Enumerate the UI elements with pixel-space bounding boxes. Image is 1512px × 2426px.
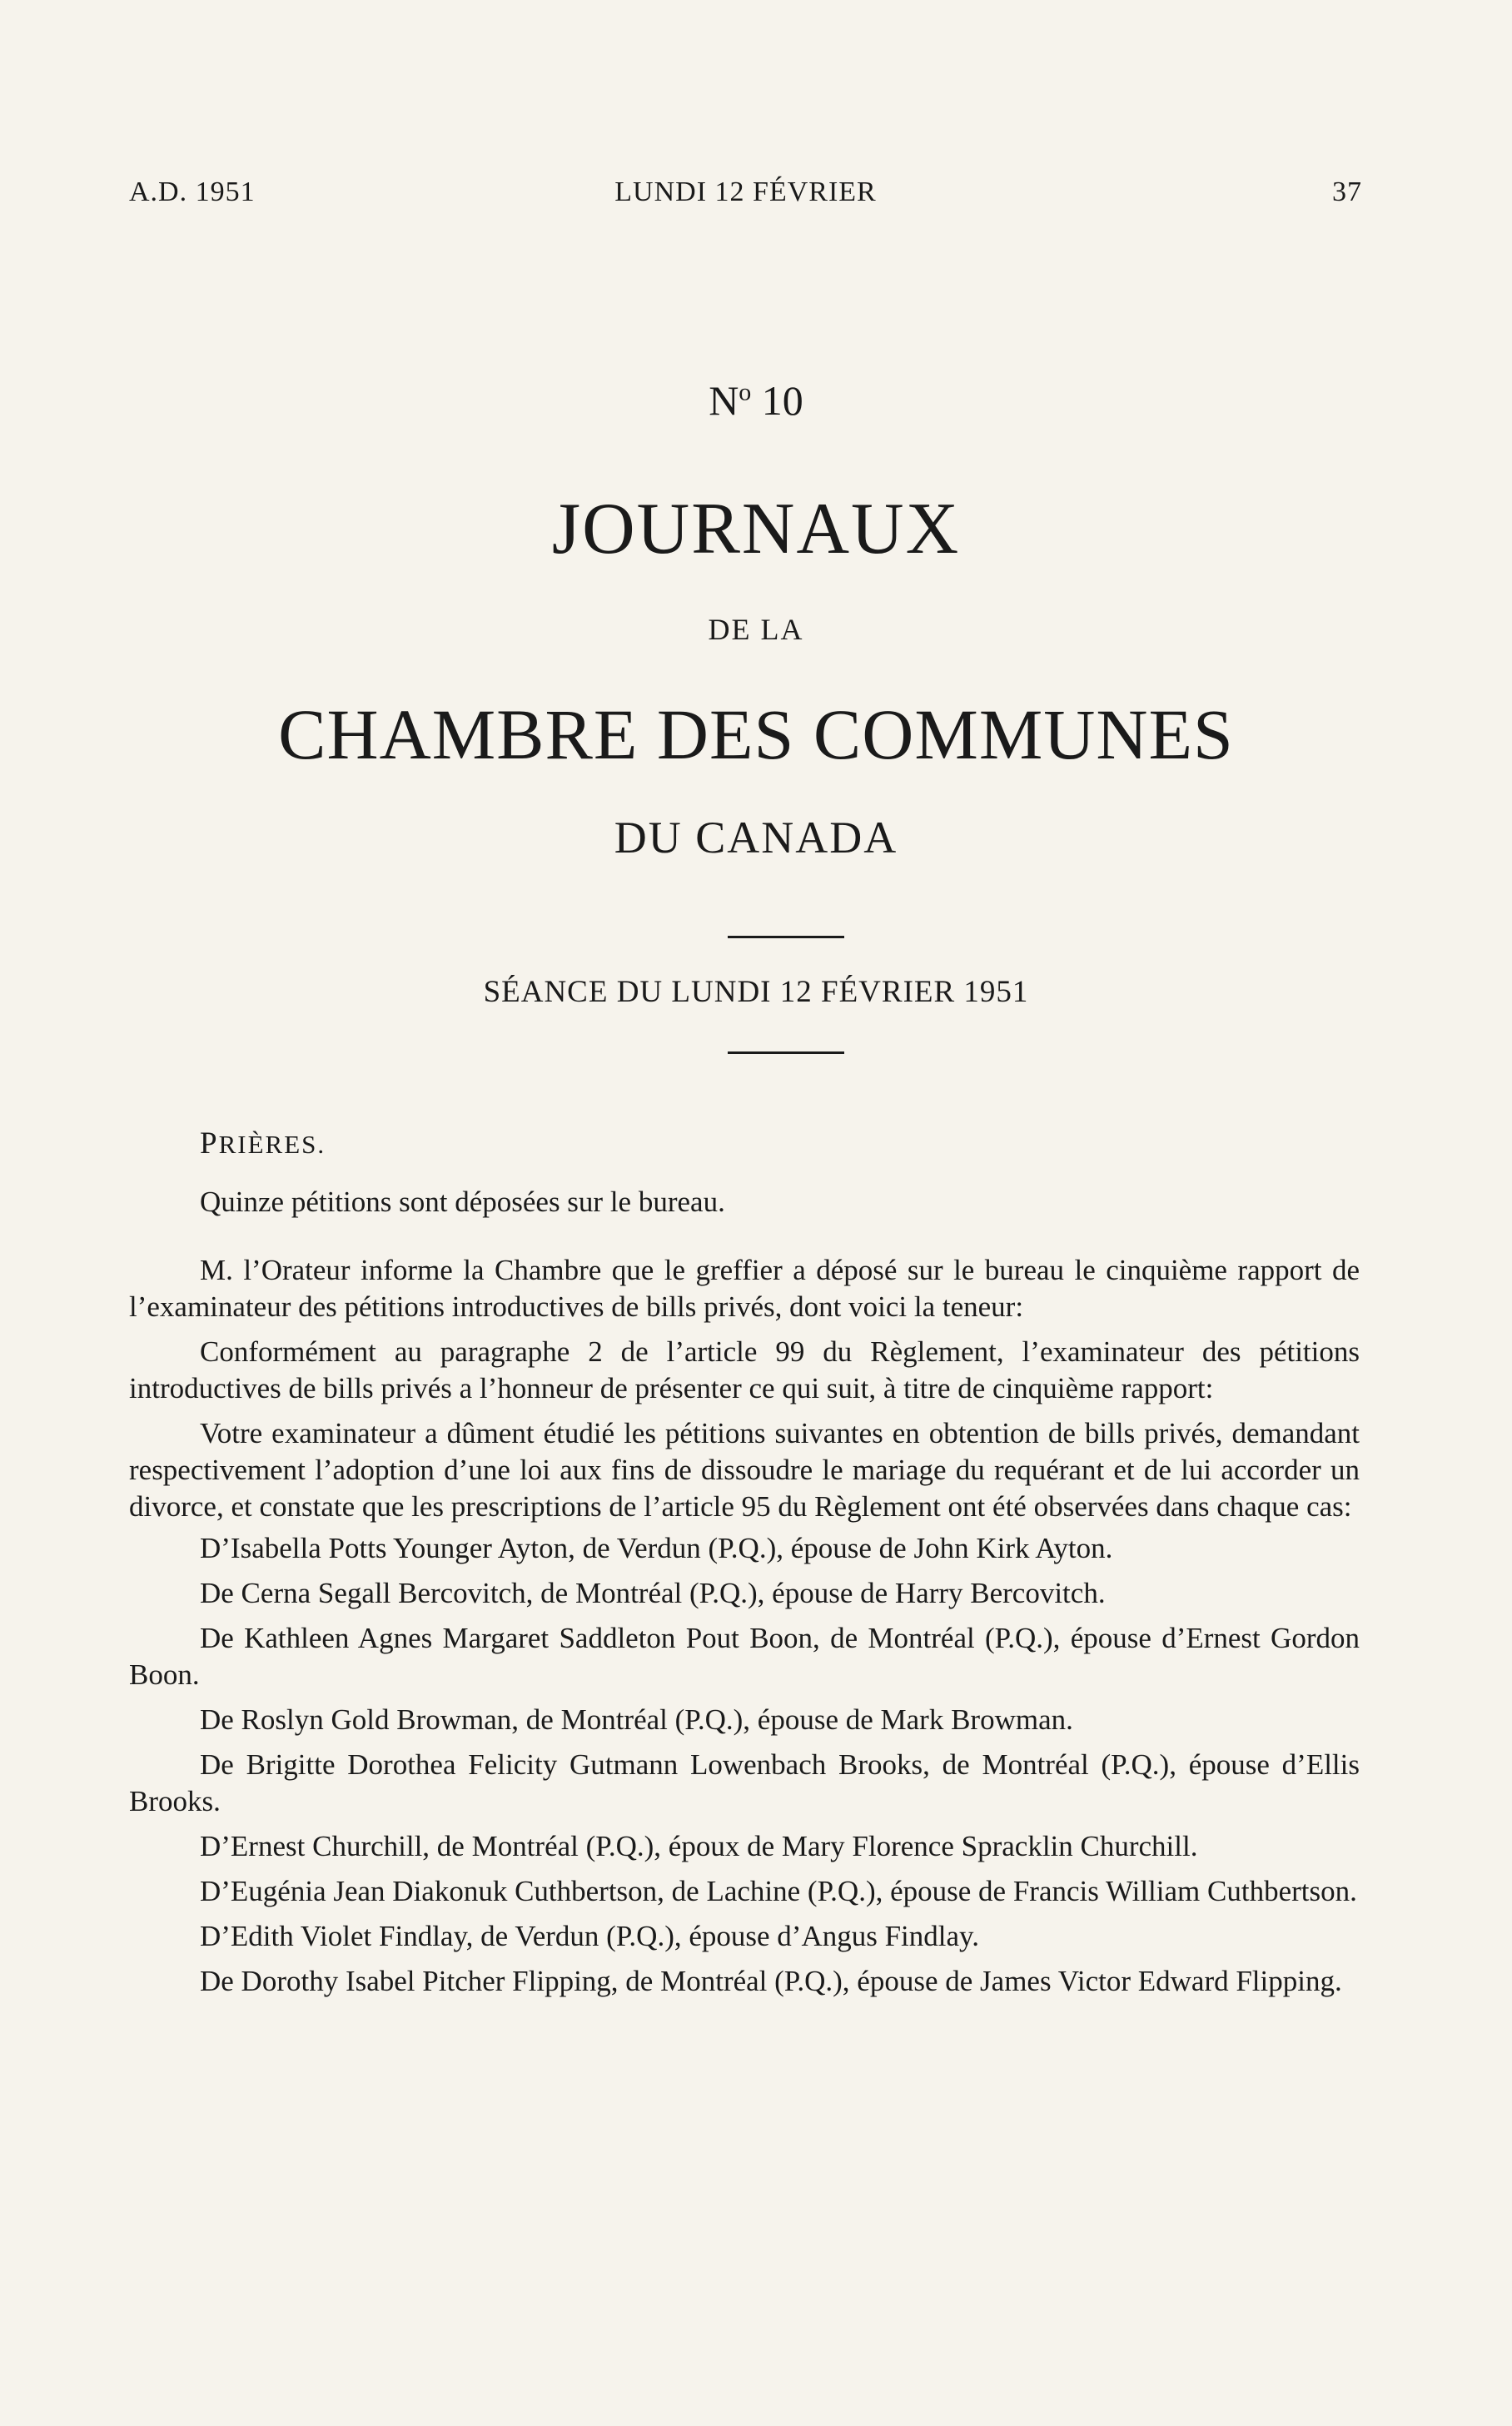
section-heading-rest: RIÈRES. bbox=[218, 1130, 326, 1159]
header-date: LUNDI 12 FÉVRIER bbox=[614, 176, 877, 207]
petition-item: D’Ernest Churchill, de Montréal (P.Q.), époux de Mary Florence Spracklin Churchill. bbox=[200, 1830, 1198, 1862]
petition-item: De Roslyn Gold Browman, de Montréal (P.Q.), épouse de Mark Browman. bbox=[200, 1703, 1073, 1736]
paragraph-report-intro: Conformément au paragraphe 2 de l’article 99 du Règlement, l’examinateur des pétitions introductives de bills privés a l’honneur de présenter ce qui suit, à titre de cinquième rapport: bbox=[129, 1335, 1360, 1404]
country-name: DU CANADA bbox=[614, 813, 898, 863]
journal-body bbox=[129, 1184, 1360, 2000]
journal-number-superscript: o bbox=[739, 378, 752, 406]
section-heading-initial: P bbox=[200, 1126, 219, 1161]
journal-number-value: 10 bbox=[761, 377, 803, 424]
journal-number bbox=[0, 376, 1512, 425]
running-header bbox=[129, 176, 1362, 218]
petition-item: De Dorothy Isabel Pitcher Flipping, de Montréal (P.Q.), épouse de James Victor Edward Flipping. bbox=[200, 1965, 1342, 1997]
header-year: A.D. 1951 bbox=[129, 176, 256, 207]
petition-item: D’Eugénia Jean Diakonuk Cuthbertson, de Lachine (P.Q.), épouse de Francis William Cuthbertson. bbox=[200, 1875, 1357, 1907]
journal-connector: DE LA bbox=[708, 613, 804, 646]
journal-number-prefix: N bbox=[709, 377, 739, 424]
divider-top bbox=[728, 936, 844, 938]
paragraph-examiner-statement: Votre examinateur a dûment étudié les pétitions suivantes en obtention de bills privés, demandant respectivement l’adoption d’une loi aux fins de dissoudre le mariage du requérant et de lui accorder un divorce, et constate que les prescriptions de l’article 95 du Règlement ont été observées dans chaque cas: bbox=[129, 1417, 1360, 1523]
paragraph-petitions-deposited: Quinze pétitions sont déposées sur le bureau. bbox=[200, 1186, 725, 1218]
petition-item: De Kathleen Agnes Margaret Saddleton Pout Boon, de Montréal (P.Q.), épouse d’Ernest Gordon Boon. bbox=[129, 1622, 1360, 1691]
journal-title: JOURNAUX bbox=[551, 489, 961, 569]
petition-item: D’Edith Violet Findlay, de Verdun (P.Q.), épouse d’Angus Findlay. bbox=[200, 1920, 980, 1952]
chamber-name: CHAMBRE DES COMMUNES bbox=[278, 694, 1234, 774]
page-number: 37 bbox=[1332, 176, 1362, 207]
paragraph-speaker-report: M. l’Orateur informe la Chambre que le greffier a déposé sur le bureau le cinquième rapport de l’examinateur des pétitions introductives de bills privés, dont voici la teneur: bbox=[129, 1254, 1360, 1323]
petition-item: De Brigitte Dorothea Felicity Gutmann Lowenbach Brooks, de Montréal (P.Q.), épouse d’Ellis Brooks. bbox=[129, 1748, 1360, 1817]
petition-item: D’Isabella Potts Younger Ayton, de Verdun (P.Q.), épouse de John Kirk Ayton. bbox=[200, 1532, 1113, 1564]
section-heading-prayers bbox=[200, 1126, 326, 1161]
divider-bottom bbox=[728, 1051, 844, 1054]
sitting-title: SÉANCE DU LUNDI 12 FÉVRIER 1951 bbox=[483, 975, 1029, 1009]
petition-item: De Cerna Segall Bercovitch, de Montréal (P.Q.), épouse de Harry Bercovitch. bbox=[200, 1577, 1106, 1609]
